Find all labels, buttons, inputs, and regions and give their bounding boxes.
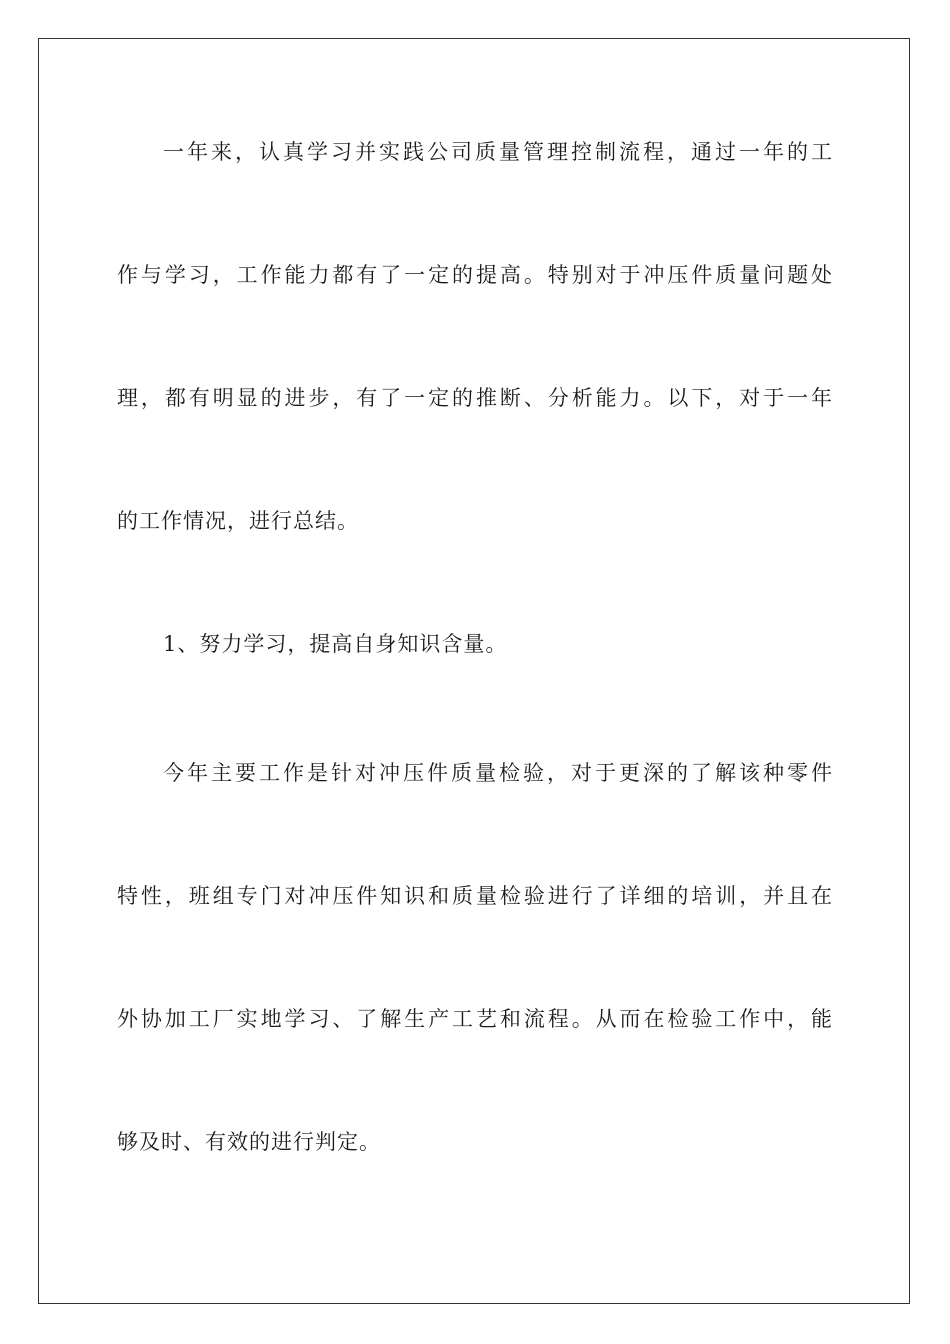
paragraph-line: 特性，班组专门对冲压件知识和质量检验进行了详细的培训，并且在 — [117, 884, 833, 908]
page-border — [38, 38, 910, 1304]
paragraph-line: 理，都有明显的进步，有了一定的推断、分析能力。以下，对于一年 — [117, 386, 833, 410]
paragraph-line: 作与学习，工作能力都有了一定的提高。特别对于冲压件质量问题处 — [117, 263, 833, 287]
paragraph-line: 的工作情况，进行总结。 — [117, 509, 359, 533]
paragraph-line: 一年来，认真学习并实践公司质量管理控制流程，通过一年的工 — [163, 140, 833, 164]
section-heading: 1、努力学习，提高自身知识含量。 — [163, 632, 508, 656]
paragraph-line: 外协加工厂实地学习、了解生产工艺和流程。从而在检验工作中，能 — [117, 1007, 833, 1031]
paragraph-line: 够及时、有效的进行判定。 — [117, 1130, 381, 1154]
paragraph-line: 今年主要工作是针对冲压件质量检验，对于更深的了解该种零件 — [163, 761, 833, 785]
